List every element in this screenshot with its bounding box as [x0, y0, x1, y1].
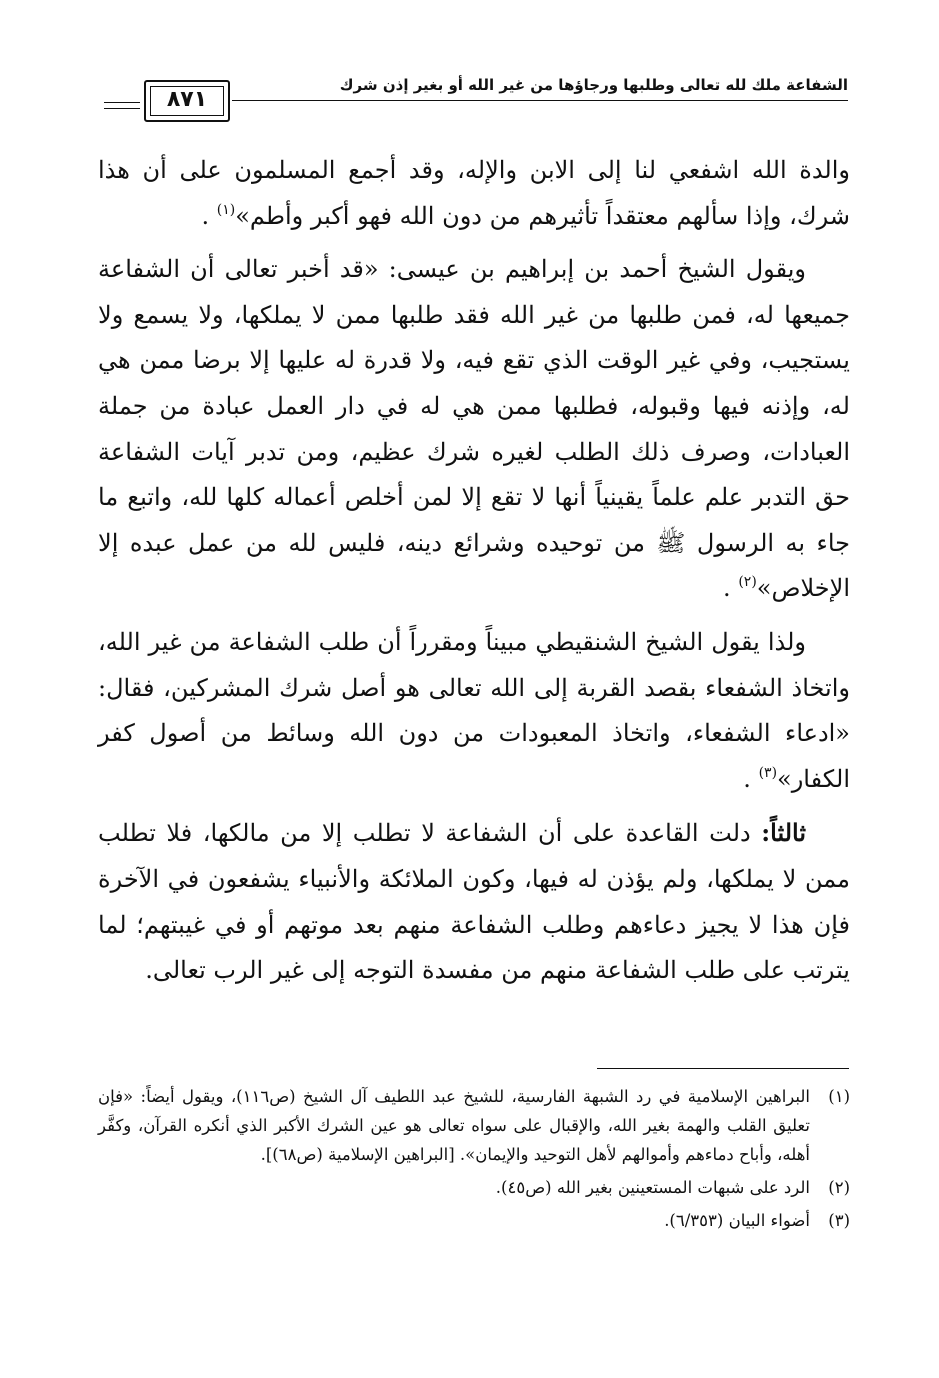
footnote-text: الرد على شبهات المستعينين بغير الله (ص٤٥). [495, 1178, 810, 1197]
footnote-text: البراهين الإسلامية في رد الشبهة الفارسية، للشيخ عبد اللطيف آل الشيخ (ص١١٦)، ويقول أيضاً: «فإن تعليق القلب والهمة بغير الله، والإقبال على سواه تعالى هو عين الشرك الأكبر الذي أنكره القرآن، وكفَّر أهله، وأباح دماءهم وأموالهم لأهل التوحيد والإيمان». [البراهين الإسلامية (ص٦٨)]. [98, 1087, 810, 1164]
footnote-ref: (٣) [758, 764, 778, 781]
footnote [98, 1173, 850, 1202]
header-ornament-line [104, 108, 140, 109]
paragraph-lead: ثالثاً: [761, 818, 806, 848]
header-rule [232, 100, 848, 101]
footnote-ref: (٢) [738, 574, 757, 591]
paragraph-text: دلت القاعدة على أن الشفاعة لا تطلب إلا من مالكها، فلا تطلب ممن لا يملكها، ولم يؤذن له فيها، وكون الملائكة والأنبياء يشفعون في الآخرة فإن هذا لا يجيز دعاءهم وطلب الشفاعة منهم بعد موتهم أو في غيبتهم؛ لما يترتب على طلب الشفاعة منهم من مفسدة التوجه إلى غير الرب تعالى. [98, 819, 851, 985]
paragraph-end: . [201, 201, 217, 230]
paragraph-text: والدة الله اشفعي لنا إلى الابن والإله، وقد أجمع المسلمون على أن هذا شرك، وإذا سألهم معتقداً تأثيرهم من دون الله فهو أكبر وأطم» [98, 156, 850, 230]
main-text [98, 148, 850, 1002]
footnote-number: (١) [828, 1087, 850, 1106]
footnote-ref: (١) [216, 201, 236, 218]
running-title: الشفاعة ملك لله تعالى وطلبها ورجاؤها من غير الله أو بغير إذن شرك [339, 76, 848, 94]
page-number: ٨٧١ [166, 87, 208, 112]
paragraph-end: . [743, 764, 759, 793]
footnote-text: أضواء البيان (٦/٣٥٣). [664, 1211, 810, 1230]
page-number-frame [144, 80, 230, 122]
paragraph [98, 148, 850, 239]
paragraph-text: ولذا يقول الشيخ الشنقيطي مبيناً ومقرراً أن طلب الشفاعة من غير الله، واتخاذ الشفعاء بقصد القربة إلى الله تعالى هو أصل شرك المشركين، فقال: «ادعاء الشفعاء، واتخاذ المعبودات من دون الله وسائط من أصول كفر الكفار» [98, 627, 850, 793]
paragraph [98, 620, 850, 802]
footnote [98, 1206, 850, 1235]
paragraph [98, 810, 850, 993]
footnote-number: (٣) [828, 1211, 850, 1230]
paragraph [98, 247, 850, 612]
footnote-number: (٢) [828, 1178, 850, 1197]
footnotes [98, 1082, 850, 1239]
footnote [98, 1082, 850, 1169]
running-header [100, 72, 848, 132]
header-ornament-line [104, 102, 140, 103]
paragraph-end: . [723, 574, 739, 603]
footnote-separator [597, 1068, 849, 1069]
paragraph-text: ويقول الشيخ أحمد بن إبراهيم بن عيسى: «قد أخبر تعالى أن الشفاعة جميعها له، فمن طلبها من غير الله فقد طلبها ممن لا يملكها، ولا يسمع ولا يستجيب، وفي غير الوقت الذي تقع فيه، ولا قدرة له عليها إلا برضا ممن هي له، وإذنه فيها وقبوله، فطلبها ممن هي له في دار العمل عبادة من جملة العبادات، وصرف ذلك الطلب لغيره شرك عظيم، ومن تدبر آيات الشفاعة حق التدبر علم علماً يقينياً أنها لا تقع إلا لمن أخلص أعماله كلها لله، واتبع ما جاء به الرسول ﷺ من توحيده وشرائع دينه، فليس لله من عمل عبده إلا الإخلاص» [98, 255, 851, 603]
